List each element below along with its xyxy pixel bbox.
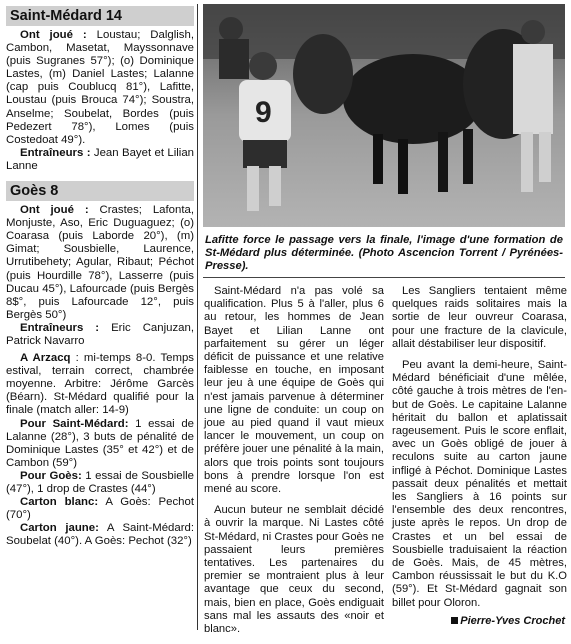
team-heading-stmedard: Saint-Médard 14 xyxy=(6,6,194,26)
teams-column xyxy=(6,6,194,548)
team-heading-goes: Goès 8 xyxy=(6,181,194,201)
yellow-card xyxy=(6,522,194,548)
white-card-text: A Goès: Pechot (70°) xyxy=(6,496,194,522)
jersey-number: 9 xyxy=(255,96,272,129)
label: Carton jaune: xyxy=(20,522,99,535)
label: Entraîneurs : xyxy=(20,146,91,159)
label: Pour Goès: xyxy=(20,469,82,482)
article-paragraph: Aucun buteur ne semblait décidé à ouvrir la marque. Ni Lastes côté St-Médard, ni Crastes pour Goès ne passaient leurs premières tentatives. Les partenaires du premier se montraient plus à leur avantage que ceux du second, mais, bien en place, Goès endiguait sans mal les assauts des «noir et blanc». xyxy=(204,504,384,636)
photo-caption: Lafitte force le passage vers la finale, l'image d'une formation de St-Médard plus déterminée. (Photo Ascencion Torrent / Pyrénées-Presse). xyxy=(205,234,563,273)
rugby-players-image xyxy=(203,4,565,227)
match-info xyxy=(6,352,194,417)
label: Carton blanc: xyxy=(20,496,99,509)
label: Ont joué : xyxy=(20,29,87,41)
column-divider xyxy=(197,4,198,630)
coaches-goes xyxy=(6,322,194,348)
label: Ont joué : xyxy=(20,204,89,217)
article-column-right xyxy=(392,285,567,618)
article-paragraph: Saint-Médard n'a pas volé sa qualification. Plus 5 à l'aller, plus 6 au retour, les hommes de Jean Bayet et Lilian Lanne ont parfaitement su gérer un léger déficit de puissance et une relative faiblesse en touche, en imposant leur jeu à une équipe de Goès qui n'est jamais parvenue à déterminer une ligne de conduite: un coup on joue au pied quand il vaut mieux lancer le mouvement, un coup on préfère jouer une pénalité à la main, alors que trois points sont toujours bons à prendre lorsque l'on est mené au score. xyxy=(204,285,384,496)
yellow-card-text: A Saint-Médard: Soubelat (40°). A Goès: Pechot (32°) xyxy=(6,522,194,548)
coaches-text: Eric Canjuzan, Patrick Navarro xyxy=(6,321,194,347)
lineup-text: Crastes; Lafonta, Monjuste, Aso, Eric Duguaguez; (o) Coarasa (puis Laborde 20°), (m) Gimat; Sousbielle, Laurence, Urrutibehety; Agular, Ribaut; Péchot (puis Hourdille 78°), Lasserre (puis Ducau 45°), Lafourcade (puis Bergès 8$°, puis Lafourcade 12°, puis Bergès 50°) xyxy=(6,204,194,321)
scorers-text: 1 essai de Lalanne (28°), 3 buts de pénalité de Dominique Lastes (35° et 42°) et de Cambon (59°) xyxy=(6,417,194,469)
author-signature xyxy=(451,615,565,627)
lineup-stmedard xyxy=(6,29,194,147)
lineup-goes xyxy=(6,204,194,322)
match-photo xyxy=(203,4,565,227)
match-info-text: : mi-temps 8-0. Temps estival, terrain correct, chambrée moyenne. Arbitre: Jérôme Garcès (Béarn). St-Médard qualifié pour la finale (match aller: 14-9) xyxy=(6,352,194,417)
label: Pour Saint-Médard: xyxy=(20,417,129,430)
square-bullet-icon xyxy=(451,617,458,624)
coaches-stmedard xyxy=(6,147,194,173)
article-column-middle xyxy=(204,285,384,644)
label: A Arzacq xyxy=(20,352,71,365)
lineup-text: Loustau; Dalglish, Cambon, Masetat, Mayssonnave (puis Sugranes 57°); (o) Dominique Lastes, (m) Daniel Lastes; Lalanne (cap puis Coublucq 81°), Lafitte, Loustau (puis Brouca 74°); Soustra, Anselme; Soubelat, Bordes (puis Pedezert 78°), Lomes (puis Costedoat 49°). xyxy=(6,29,194,146)
label: Entraîneurs : xyxy=(20,321,100,334)
scorers-text: 1 essai de Sousbielle (47°), 1 drop de Crastes (44°) xyxy=(6,469,194,495)
coaches-text: Jean Bayet et Lilian Lanne xyxy=(6,146,194,172)
author-name: Pierre-Yves Crochet xyxy=(460,615,565,627)
caption-divider xyxy=(203,277,565,278)
scorers-stmedard xyxy=(6,418,194,470)
article-paragraph: Les Sangliers tentaient même quelques raids solitaires mais la sortie de leur ouvreur Coarasa, pour une fracture de la clavicule, allait déstabiliser leur dispositif. xyxy=(392,285,567,350)
article-paragraph: Peu avant la demi-heure, Saint-Médard bénéficiait d'une mêlée, côté gauche à trois mètres de l'en-but de Goès. Le capitaine Lalanne héritait du ballon et aplatissait rageusement. Puis le score enflait, avec un Goès obligé de jouer à reculons suite au carton jaune infligé à Péchot. Dominique Lastes passait deux pénalités et mettait les Sangliers à 16 points sur l'ensemble des deux rencontres, juste après le repos. Un drop de Crastes et un bel essai de Sousbielle traduisaient la réaction de Goès. Mais, de 45 mètres, Cambon réussissait le but du K.O (59°). Et St-Médard gagnait son billet pour Oloron. xyxy=(392,359,567,609)
scorers-goes xyxy=(6,470,194,496)
white-card xyxy=(6,496,194,522)
